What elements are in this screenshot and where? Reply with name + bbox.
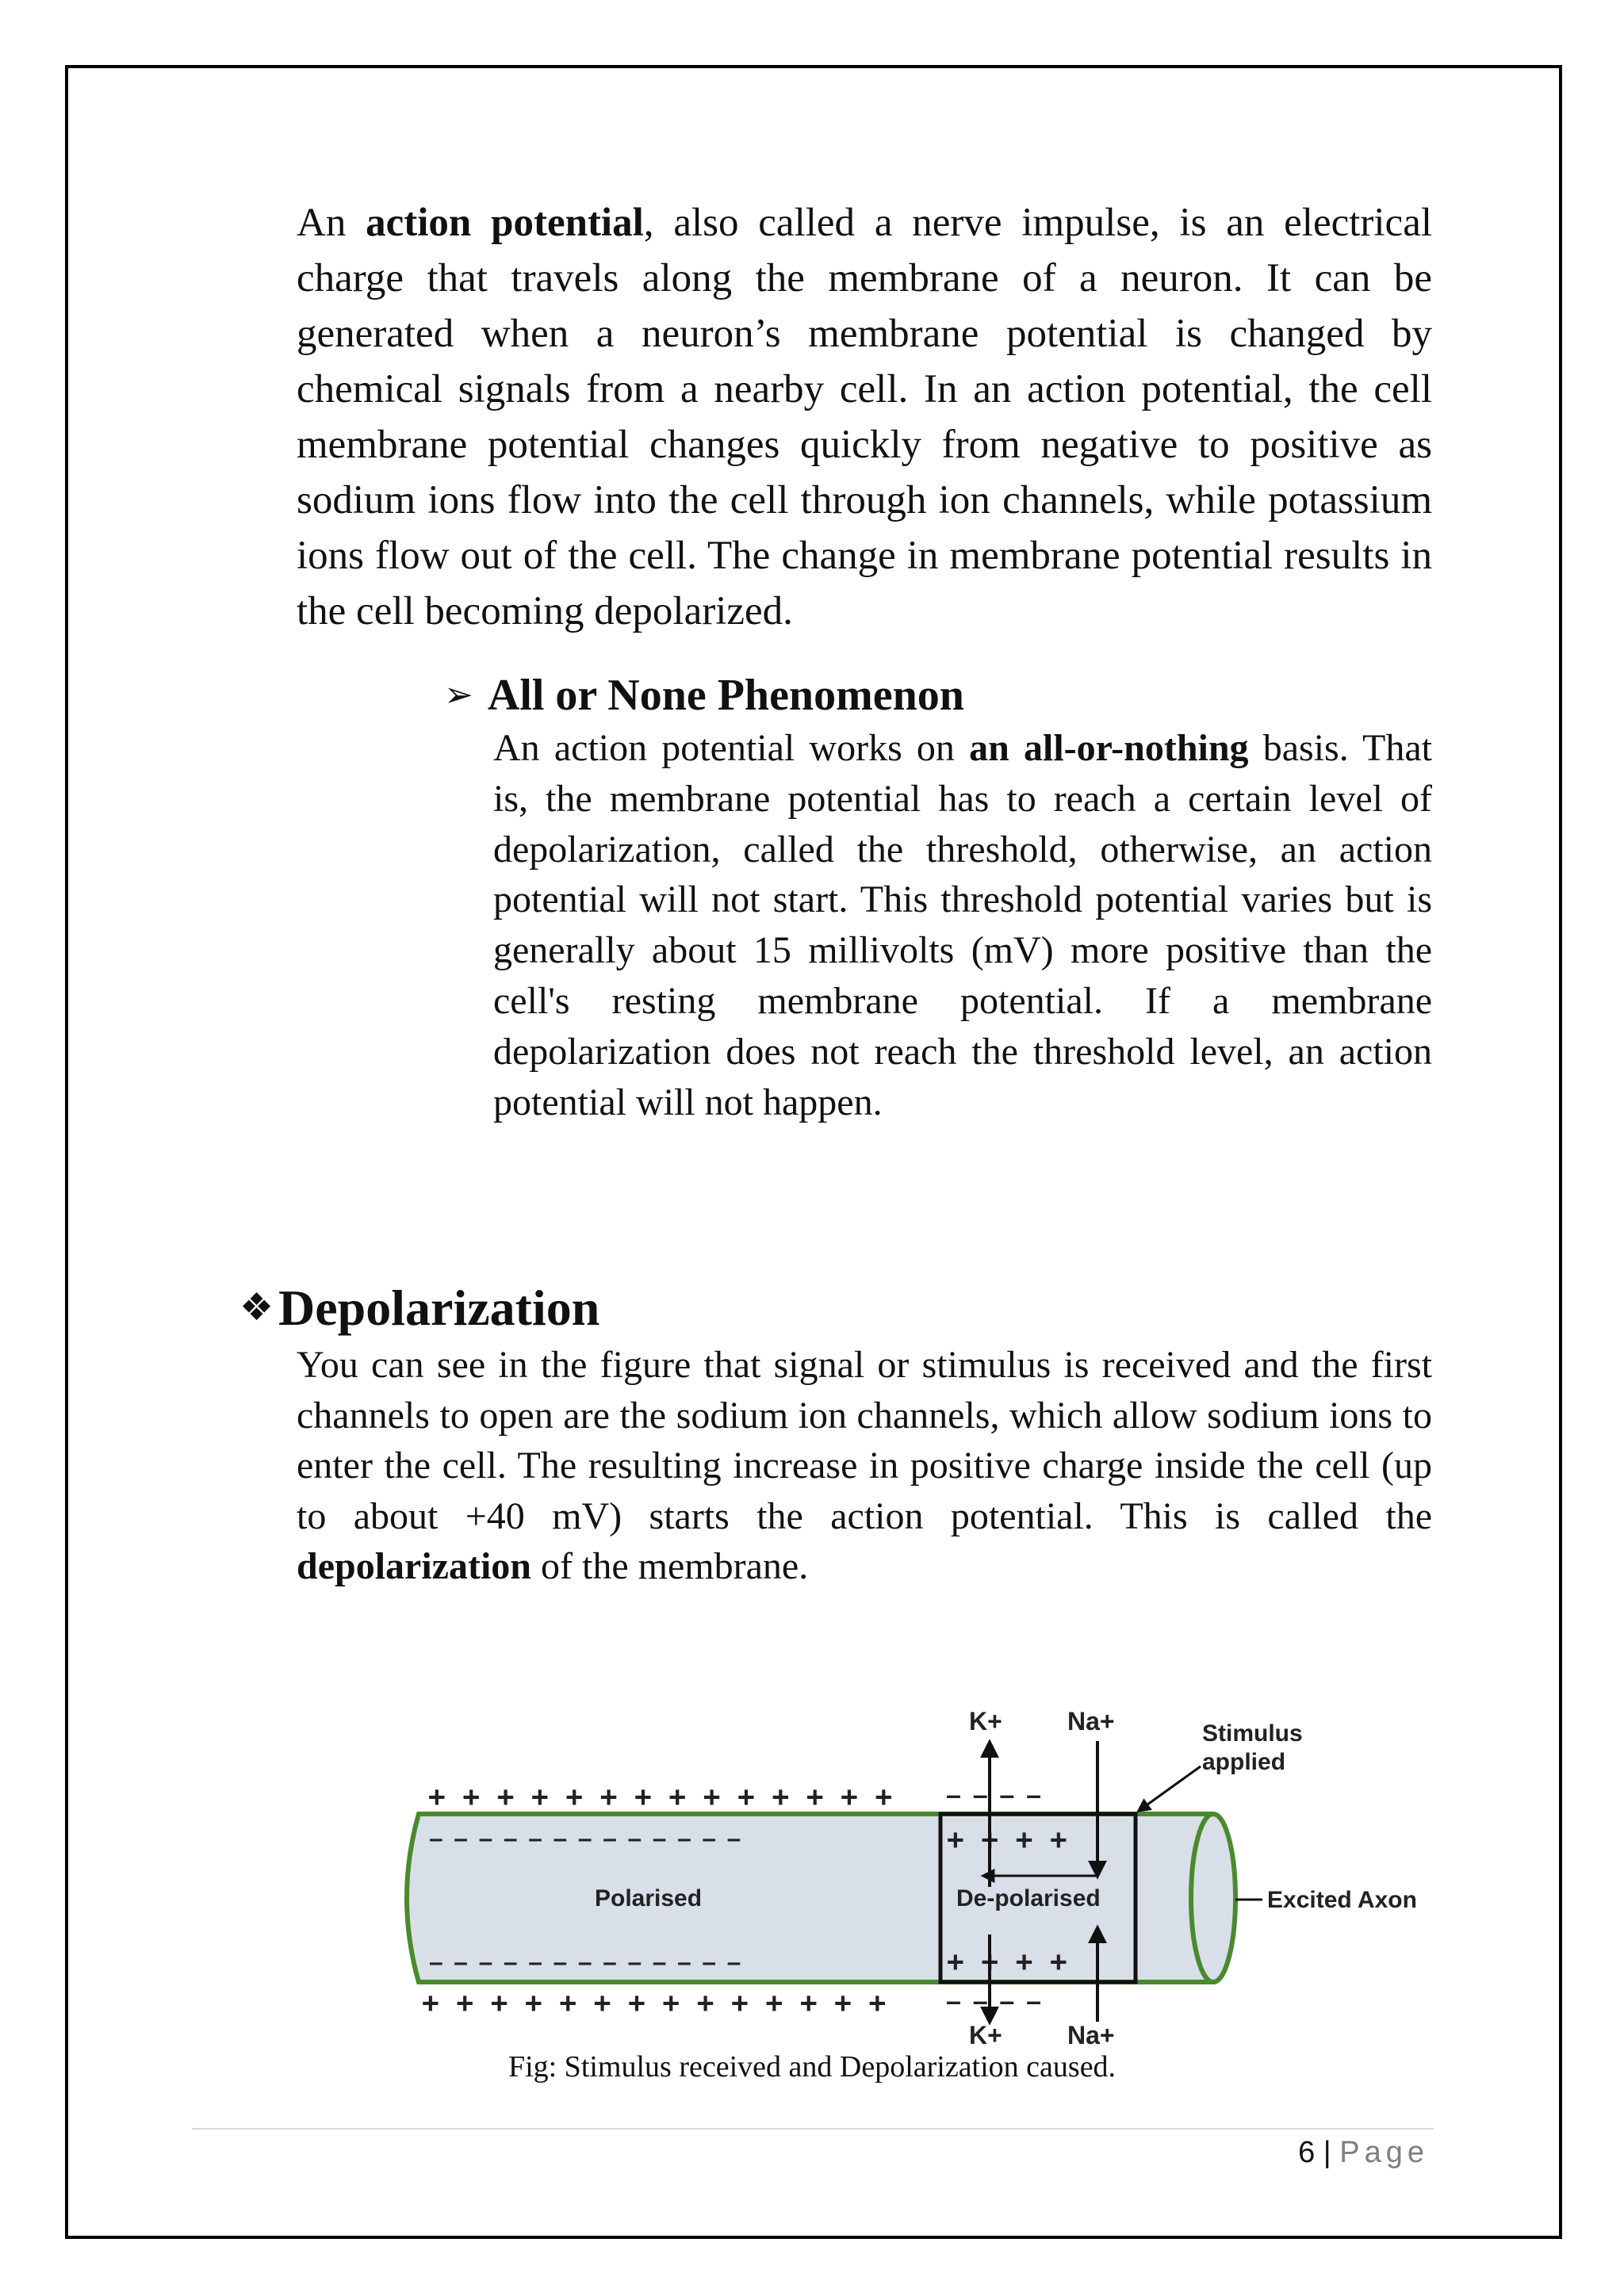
intro-lead: An: [297, 201, 366, 245]
intro-rest: , also called a nerve impulse, is an electrical charge that travels along the membrane of a neuron. It can be generated when a neuron’s membrane potential is changed by chemical signals from a nearby cell. In an action potential, the cell membrane potential changes quickly from negative to positive as sodium ions flow into the cell through ion channels, while potassium ions flow out of the cell. The change in membrane potential results in the cell becoming depolarized.: [297, 201, 1432, 633]
footer-divider: [192, 2128, 1434, 2130]
arrow-bullet-icon: ➢: [444, 675, 473, 715]
stimulus-label-line2: applied: [1202, 1749, 1286, 1775]
top-inner-minus-signs: — — — — — — — — — — — — —: [430, 1827, 741, 1851]
depolarised-bottom-inner-signs: + + + +: [947, 1946, 1067, 1978]
axon-end-cap: [1191, 1814, 1235, 1982]
bottom-outer-plus-signs: + + + + + + + + + + + + + +: [422, 1987, 887, 2019]
axon-diagram: [373, 1697, 1483, 2061]
all-or-none-rest: basis. That is, the membrane potential has to reach a certain level of depolarization, called the threshold, otherwise, an action potential will not start. This threshold potential varies but is generally about 15 millivolts (mV) more positive than the cell's resting membrane potential. If a membrane depolarization does not reach the threshold level, an action potential will not happen.: [493, 727, 1433, 1123]
intro-paragraph: [297, 195, 1432, 639]
na-bottom-label: Na+: [1067, 2021, 1115, 2049]
depolarization-heading-text: Depolarization: [278, 1280, 600, 1336]
page-word: Page: [1339, 2136, 1429, 2169]
depolarised-bottom-outer-signs: — — — —: [947, 1988, 1041, 2015]
depolarised-top-outer-signs: — — — —: [947, 1782, 1041, 1808]
k-top-label: K+: [969, 1707, 1002, 1735]
na-top-label: Na+: [1067, 1707, 1115, 1735]
page-number: [1298, 2133, 1429, 2172]
all-or-none-lead: An action potential works on: [493, 727, 970, 769]
depolarization-bold-term: depolarization: [297, 1545, 531, 1588]
depolarization-lead: You can see in the figure that signal or stimulus is received and the first channels to open are the sodium ion channels, which allow sodium ions to enter the cell. The resulting increase in positive charge inside the cell (up to about +40 mV) starts the action potential. This is called the: [297, 1344, 1432, 1537]
stimulus-pointer: [1139, 1766, 1201, 1811]
k-bottom-label: K+: [969, 2021, 1002, 2049]
diamond-bullet-icon: ❖: [239, 1285, 274, 1330]
all-or-none-bold-term: an all-or-nothing: [969, 727, 1249, 769]
all-or-none-paragraph: [493, 723, 1432, 1127]
excited-axon-label: Excited Axon: [1267, 1887, 1417, 1913]
stimulus-label-line1: Stimulus: [1202, 1720, 1303, 1747]
depolarization-heading: [239, 1276, 599, 1344]
figure-caption: Fig: Stimulus received and Depolarization caused.: [508, 2050, 1116, 2084]
all-or-none-heading-text: All or None Phenomenon: [487, 671, 964, 720]
page-separator: |: [1315, 2136, 1340, 2169]
depolarization-paragraph: [297, 1340, 1432, 1592]
depolarised-top-inner-signs: + + + +: [947, 1823, 1067, 1856]
page-number-value: 6: [1298, 2136, 1316, 2169]
depolarised-label: De-polarised: [956, 1885, 1101, 1911]
all-or-none-heading: [444, 668, 964, 726]
depolarization-rest: of the membrane.: [531, 1545, 809, 1588]
polarised-label: Polarised: [595, 1885, 703, 1911]
intro-bold-term: action potential: [366, 201, 644, 245]
bottom-inner-minus-signs: — — — — — — — — — — — — —: [430, 1951, 741, 1975]
top-outer-plus-signs: + + + + + + + + + + + + + +: [428, 1781, 893, 1813]
